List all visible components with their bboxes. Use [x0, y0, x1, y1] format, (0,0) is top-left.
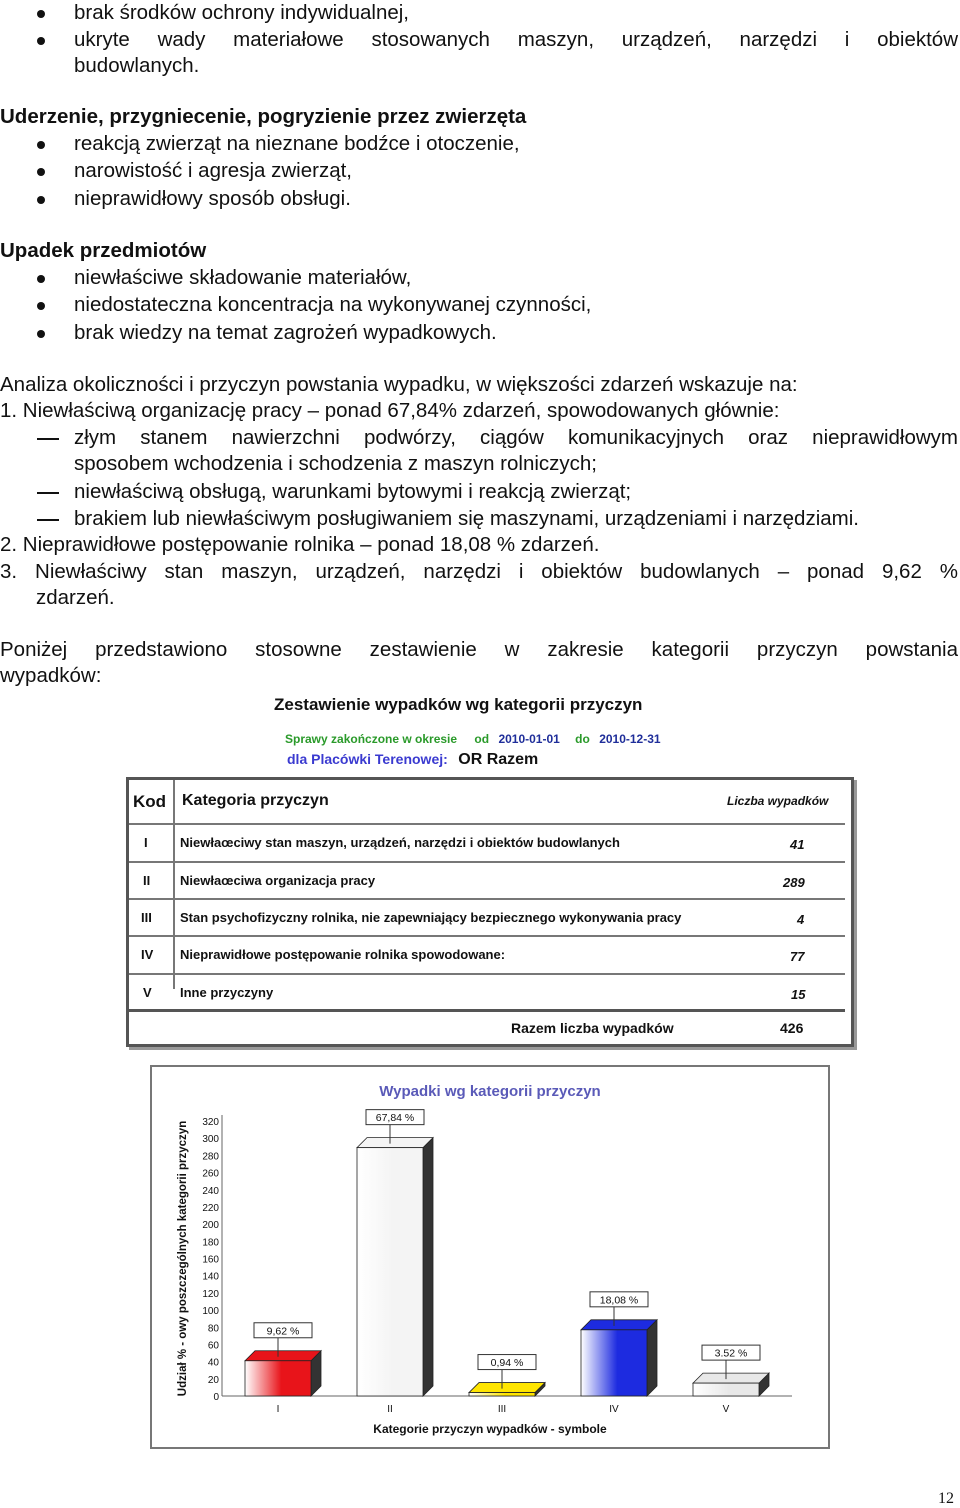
header-kod: Kod	[133, 792, 167, 811]
list-item: reakcją zwierząt na nieznane bodźce i otoczenie,	[74, 132, 520, 155]
y-tick-label: 60	[207, 1340, 219, 1352]
list-item: ukryte wady materiałowe stosowanych maszyn, urządzeń, narzędzi i obiektów	[74, 28, 958, 51]
chart-frame	[150, 1065, 830, 1449]
dash-item-continuation: sposobem wchodzenia i schodzenia z maszyn rolniczych;	[74, 452, 598, 475]
table-row	[129, 823, 845, 861]
y-tick-label: 0	[213, 1392, 219, 1403]
numbered-item: 1. Niewłaściwą organizację pracy – ponad 67,84% zdarzeń, spowodowanych głównie:	[0, 399, 780, 422]
period-label: Sprawy zakończone w okresie	[285, 732, 458, 746]
table-row	[129, 935, 845, 973]
x-tick-label: II	[387, 1404, 393, 1415]
table-row	[129, 973, 845, 1011]
numbered-item: 2. Nieprawidłowe postępowanie rolnika – ponad 18,08 % zdarzeń.	[0, 533, 600, 556]
row-liczba: 289	[783, 875, 805, 890]
bar-chart	[152, 1067, 828, 1447]
table-row	[129, 861, 845, 899]
list-item: narowistość i agresja zwierząt,	[74, 159, 352, 182]
bar	[245, 1361, 311, 1396]
y-tick-label: 120	[202, 1288, 219, 1300]
row-kod: IV	[141, 947, 154, 962]
bullet	[37, 37, 45, 45]
data-label: 18,08 %	[599, 1294, 639, 1307]
bar-top	[357, 1138, 433, 1148]
from-date: 2010-01-01	[498, 732, 560, 746]
y-tick-label: 140	[202, 1271, 219, 1283]
bullet	[37, 275, 45, 283]
dash-marker	[37, 519, 59, 521]
list-item: niewłaściwe składowanie materiałów,	[74, 266, 412, 289]
data-label: 3.52 %	[714, 1347, 748, 1360]
to-date: 2010-12-31	[599, 732, 661, 746]
bar-top	[245, 1351, 321, 1361]
row-liczba: 77	[790, 949, 805, 964]
bar	[357, 1148, 423, 1396]
row-kategoria: Nieprawidłowe postępowanie rolnika spowodowane:	[180, 947, 506, 962]
paragraph: Analiza okoliczności i przyczyn powstania wypadku, w większości zdarzeń wskazuje na:	[0, 373, 798, 396]
bar-top	[581, 1320, 657, 1330]
unit-label: dla Placówki Terenowej:	[287, 751, 448, 767]
row-liczba: 15	[791, 987, 806, 1002]
list-item: brak wiedzy na temat zagrożeń wypadkowych.	[74, 321, 497, 344]
y-tick-label: 180	[202, 1237, 219, 1249]
x-tick-label: III	[497, 1404, 507, 1415]
list-item: brak środków ochrony indywidualnej,	[74, 1, 410, 24]
bullet	[37, 196, 45, 204]
row-liczba: 4	[797, 912, 805, 927]
dash-item: złym stanem nawierzchni podwórzy, ciągów komunikacyjnych oraz nieprawidłowym	[74, 426, 958, 449]
list-item: niedostateczna koncentracja na wykonywanej czynności,	[74, 293, 592, 316]
total-label: Razem liczba wypadków	[511, 1020, 674, 1036]
table-title: Zestawienie wypadków wg kategorii przyczyn	[274, 695, 643, 714]
y-tick-label: 240	[202, 1185, 219, 1197]
section-heading: Upadek przedmiotów	[0, 239, 207, 262]
row-kategoria: Stan psychofizyczny rolnika, nie zapewniający bezpiecznego wykonywania pracy	[180, 910, 682, 925]
y-tick-label: 100	[202, 1306, 219, 1318]
y-tick-label: 300	[202, 1134, 219, 1146]
bar	[693, 1383, 759, 1396]
numbered-item-continuation: zdarzeń.	[36, 586, 115, 609]
y-tick-label: 320	[202, 1117, 219, 1128]
bullet	[37, 168, 45, 176]
row-kod: II	[143, 873, 151, 888]
list-item: nieprawidłowy sposób obsługi.	[74, 187, 351, 210]
y-tick-label: 20	[207, 1374, 219, 1386]
row-kod: V	[143, 985, 152, 1000]
row-liczba: 41	[790, 837, 805, 852]
total-row	[129, 1009, 845, 1044]
header-kategoria: Kategoria przyczyn	[182, 792, 329, 809]
bullet	[37, 330, 45, 338]
row-kategoria: Inne przyczyny	[180, 985, 274, 1000]
paragraph: Poniżej przedstawiono stosowne zestawienie w zakresie kategorii przyczyn powstania	[0, 638, 958, 661]
unit-info	[287, 751, 538, 769]
y-tick-label: 40	[207, 1357, 219, 1369]
paragraph-continuation: wypadków:	[0, 664, 102, 687]
x-tick-label: V	[722, 1404, 730, 1415]
y-tick-label: 160	[202, 1254, 219, 1266]
y-tick-label: 200	[202, 1220, 219, 1232]
dash-marker	[37, 438, 59, 440]
page-number: 12	[938, 1490, 954, 1507]
to-label: do	[575, 732, 590, 746]
y-axis-label: Udział % - owy poszczególnych kategorii przyczyn	[177, 1120, 189, 1397]
y-tick-label: 80	[207, 1323, 219, 1335]
unit-value: OR Razem	[458, 751, 539, 768]
list-item-continuation: budowlanych.	[74, 54, 200, 77]
section-heading: Uderzenie, przygniecenie, pogryzienie przez zwierzęta	[0, 105, 527, 128]
x-tick-label: I	[276, 1404, 280, 1415]
row-kod: III	[141, 910, 152, 925]
row-kategoria: Niewłaœciwa organizacja pracy	[180, 873, 376, 888]
row-kategoria: Niewłaœciwy stan maszyn, urządzeń, narzędzi i obiektów budowlanych	[180, 835, 620, 850]
header-liczba: Liczba wypadków	[727, 794, 829, 808]
dash-item: niewłaściwą obsługą, warunkami bytowymi i reakcją zwierząt;	[74, 480, 632, 503]
row-kod: I	[144, 835, 148, 850]
bar-side	[423, 1138, 433, 1396]
numbered-item: 3. Niewłaściwy stan maszyn, urządzeń, narzędzi i obiektów budowlanych – ponad 9,62 %	[0, 560, 958, 583]
bar-top	[469, 1383, 545, 1393]
bullet	[37, 141, 45, 149]
total-value: 426	[780, 1020, 804, 1036]
x-axis-label: Kategorie przyczyn wypadków - symbole	[373, 1422, 607, 1436]
from-label: od	[474, 732, 490, 746]
bar	[469, 1393, 535, 1396]
y-tick-label: 220	[202, 1202, 219, 1214]
bullet	[37, 302, 45, 310]
causes-table	[126, 777, 854, 1047]
bullet	[37, 10, 45, 18]
table-row	[129, 898, 845, 936]
data-label: 0,94 %	[490, 1357, 524, 1370]
x-tick-label: IV	[609, 1404, 619, 1415]
chart-title: Wypadki wg kategorii przyczyn	[379, 1083, 601, 1100]
y-tick-label: 260	[202, 1168, 219, 1180]
period-info	[285, 732, 661, 746]
dash-marker	[37, 492, 59, 494]
data-label: 9,62 %	[266, 1325, 300, 1338]
bar	[581, 1330, 647, 1396]
data-label: 67,84 %	[375, 1112, 415, 1125]
bar-top	[693, 1373, 769, 1383]
dash-item: brakiem lub niewłaściwym posługiwaniem się maszynami, urządzeniami i narzędziami.	[74, 507, 859, 530]
y-tick-label: 280	[202, 1151, 219, 1163]
bar-side	[647, 1320, 657, 1396]
